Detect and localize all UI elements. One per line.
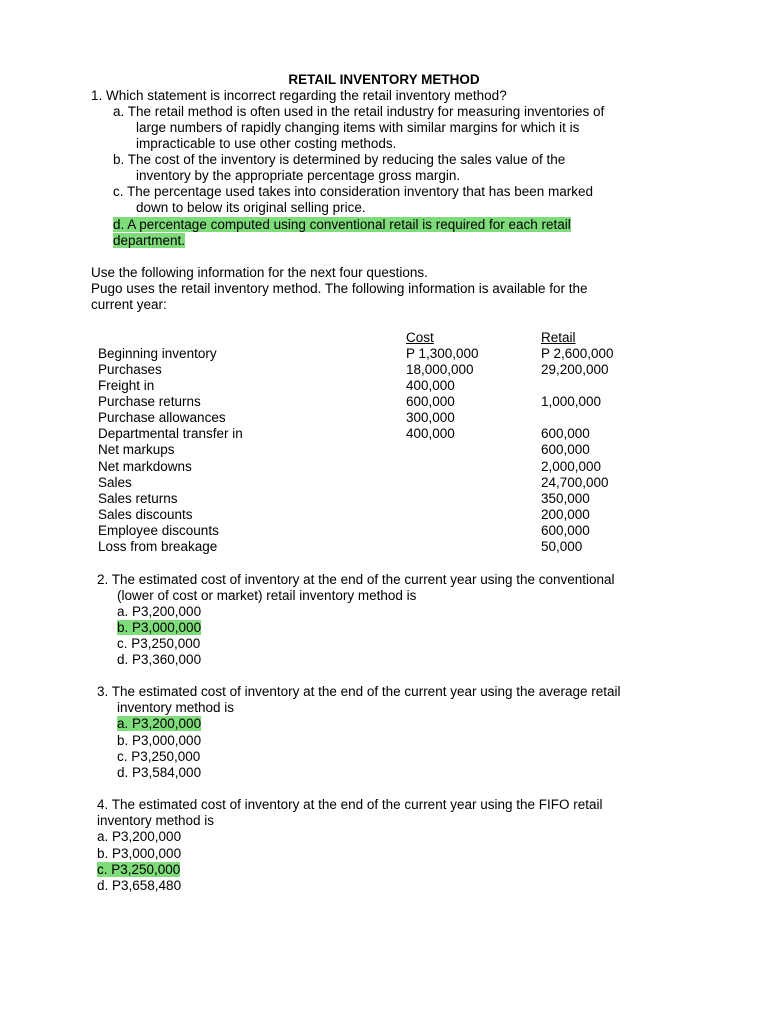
row-label: Net markups	[98, 442, 175, 457]
row-label: Loss from breakage	[98, 539, 218, 554]
q3-option-b: b. P3,000,000	[117, 733, 202, 748]
page-title: RETAIL INVENTORY METHOD	[288, 72, 480, 87]
row-label: Sales	[98, 475, 132, 490]
q1-option-a-line2: large numbers of rapidly changing items with similar margins for which it is	[136, 120, 580, 135]
row-retail: 1,000,000	[541, 394, 602, 409]
row-retail: 600,000	[541, 523, 590, 538]
q2-question-line2: (lower of cost or market) retail inventory method is	[117, 588, 417, 603]
row-retail: P 2,600,000	[541, 346, 614, 361]
header-retail: Retail	[541, 330, 576, 345]
q2-option-d: d. P3,360,000	[117, 652, 202, 667]
row-cost: P 1,300,000	[406, 346, 479, 361]
q4-option-d: d. P3,658,480	[97, 878, 182, 893]
row-label: Net markdowns	[98, 459, 192, 474]
row-label: Employee discounts	[98, 523, 219, 538]
q2-answer-highlight: b. P3,000,000	[117, 620, 202, 635]
row-cost: 600,000	[406, 394, 455, 409]
row-label: Purchase allowances	[98, 410, 226, 425]
row-retail: 200,000	[541, 507, 590, 522]
q4-question-line2: inventory method is	[97, 813, 215, 828]
row-label: Departmental transfer in	[98, 426, 243, 441]
q4-option-b: b. P3,000,000	[97, 846, 182, 861]
intro-line3: current year:	[91, 297, 167, 312]
q1-option-d-line2	[113, 233, 185, 249]
q2-option-a: a. P3,200,000	[117, 604, 202, 619]
row-cost: 18,000,000	[406, 362, 474, 377]
row-retail: 600,000	[541, 426, 590, 441]
q3-question-line1: 3. The estimated cost of inventory at the end of the current year using the average retail	[97, 684, 621, 699]
row-retail: 50,000	[541, 539, 583, 554]
q2-option-c: c. P3,250,000	[117, 636, 201, 651]
q1-option-d-line1	[113, 217, 571, 233]
q4-option-c	[97, 862, 180, 878]
q3-question-line2: inventory method is	[117, 700, 235, 715]
q2-question-line1: 2. The estimated cost of inventory at the end of the current year using the conventional	[97, 572, 615, 587]
row-label: Beginning inventory	[98, 346, 217, 361]
row-label: Sales discounts	[98, 507, 193, 522]
q1-option-c-line2: down to below its original selling price.	[136, 200, 366, 215]
row-label: Sales returns	[98, 491, 178, 506]
header-cost: Cost	[406, 330, 434, 345]
intro-line1: Use the following information for the next four questions.	[91, 265, 428, 280]
q1-option-b-line1: b. The cost of the inventory is determined by reducing the sales value of the	[113, 152, 566, 167]
q3-option-d: d. P3,584,000	[117, 765, 202, 780]
row-cost: 300,000	[406, 410, 455, 425]
q3-option-c: c. P3,250,000	[117, 749, 201, 764]
row-cost: 400,000	[406, 426, 455, 441]
row-label: Purchase returns	[98, 394, 201, 409]
row-retail: 24,700,000	[541, 475, 609, 490]
q1-option-a-line1: a. The retail method is often used in the retail industry for measuring inventories of	[113, 104, 605, 119]
intro-line2: Pugo uses the retail inventory method. The following information is available for the	[91, 281, 588, 296]
q1-option-a-line3: impracticable to use other costing methods.	[136, 136, 397, 151]
row-label: Freight in	[98, 378, 155, 393]
row-retail: 29,200,000	[541, 362, 609, 377]
q1-answer-highlight-cont: department.	[113, 233, 186, 248]
q1-option-b-line2: inventory by the appropriate percentage gross margin.	[136, 168, 461, 183]
q3-answer-highlight: a. P3,200,000	[117, 716, 202, 731]
q2-option-b	[117, 620, 201, 636]
q4-question-line1: 4. The estimated cost of inventory at the end of the current year using the FIFO retail	[97, 797, 603, 812]
row-label: Purchases	[98, 362, 162, 377]
q4-option-a: a. P3,200,000	[97, 829, 182, 844]
q1-answer-highlight: d. A percentage computed using conventional retail is required for each retail	[113, 217, 571, 232]
row-retail: 600,000	[541, 442, 590, 457]
q1-question: 1. Which statement is incorrect regarding the retail inventory method?	[91, 88, 507, 103]
row-retail: 2,000,000	[541, 459, 602, 474]
row-retail: 350,000	[541, 491, 590, 506]
q4-answer-highlight: c. P3,250,000	[97, 862, 181, 877]
row-cost: 400,000	[406, 378, 455, 393]
q1-option-c-line1: c. The percentage used takes into consideration inventory that has been marked	[113, 184, 594, 199]
q3-option-a	[117, 716, 201, 732]
